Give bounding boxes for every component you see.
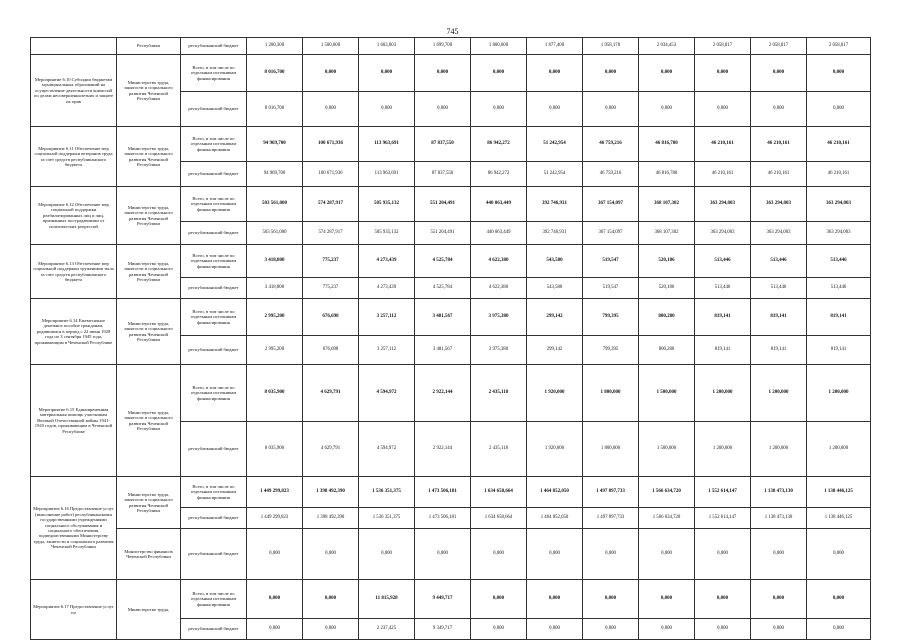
executor-cell: Министерство финансов Чеченской Республики [117, 529, 181, 580]
total-value-cell: 0,000 [415, 55, 471, 92]
executor-cell: Министерство труда, [117, 580, 181, 640]
republic-value-cell: 2 435,118 [471, 422, 527, 477]
total-value-cell: 4 629,791 [303, 365, 359, 422]
republic-value-cell: 0,000 [807, 529, 871, 580]
table-row [31, 365, 871, 422]
republic-value-cell: 520,186 [639, 278, 695, 299]
total-value-cell: 574 287,917 [303, 187, 359, 222]
republic-value-cell: 363 294,003 [807, 222, 871, 245]
total-value-cell: 543,580 [527, 245, 583, 278]
total-value-cell: 46 759,216 [583, 127, 639, 162]
republic-value-cell: 2 237,425 [359, 619, 415, 640]
source-republic-cell: республиканский бюджет [181, 508, 247, 529]
executor-cell: Министерство труда, занятости и социального развития Чеченской Республики [117, 299, 181, 365]
executor-cell: Министерство труда, занятости и социального развития Чеченской Республики [117, 127, 181, 187]
total-value-cell: 4 273,439 [359, 245, 415, 278]
executor-cell: Министерство труда, занятости и социального развития Чеченской Республики [117, 55, 181, 127]
total-value-cell: 4 525,784 [415, 245, 471, 278]
republic-value-cell: 513,446 [807, 278, 871, 299]
value-cell: 2 034,453 [639, 38, 695, 55]
total-value-cell: 299,142 [527, 299, 583, 336]
total-value-cell: 363 294,003 [695, 187, 751, 222]
total-value-cell: 2 922,144 [415, 365, 471, 422]
republic-value-cell: 1 497 897,733 [583, 508, 639, 529]
republic-value-cell: 0,000 [695, 619, 751, 640]
total-value-cell: 799,395 [583, 299, 639, 336]
total-value-cell: 1 920,000 [527, 365, 583, 422]
republic-value-cell: 100 671,936 [303, 162, 359, 187]
source-total-cell: Всего, в том числе по отдельным источникам финансирования [181, 245, 247, 278]
republic-value-cell: 819,141 [807, 336, 871, 365]
total-value-cell: 505 935,132 [359, 187, 415, 222]
republic-value-cell: 0,000 [359, 529, 415, 580]
republic-value-cell: 46 210,161 [751, 162, 807, 187]
budget-table [30, 37, 871, 640]
republic-value-cell: 3 975,380 [471, 336, 527, 365]
source-total-cell: Всего, в том числе по отдельным источникам финансирования [181, 365, 247, 422]
republic-value-cell: 0,000 [751, 529, 807, 580]
republic-value-cell: 9 349,717 [415, 619, 471, 640]
republic-value-cell: 0,000 [583, 92, 639, 127]
table-row [31, 127, 871, 162]
republic-value-cell: 0,000 [415, 92, 471, 127]
republic-value-cell: 113 963,691 [359, 162, 415, 187]
executor-cell: Министерство труда, занятости и социального развития Чеченской Республики [117, 187, 181, 245]
total-value-cell: 0,000 [471, 580, 527, 619]
total-value-cell: 1 200,000 [695, 365, 751, 422]
measure-name-cell: Мероприятие 6.12 Обеспечение мер социальной поддержки реабилитированных лиц и лиц, признанных пострадавшими от политических репрессий [31, 187, 117, 245]
republic-value-cell: 0,000 [695, 92, 751, 127]
total-value-cell: 113 963,691 [359, 127, 415, 162]
value-cell: 1 958,178 [583, 38, 639, 55]
republic-value-cell: 0,000 [303, 619, 359, 640]
source-total-cell: Всего, в том числе по отдельным источникам финансирования [181, 580, 247, 619]
total-value-cell: 0,000 [303, 580, 359, 619]
republic-value-cell: 1 536 351,375 [359, 508, 415, 529]
republic-value-cell: 299,142 [527, 336, 583, 365]
total-value-cell: 46 210,161 [751, 127, 807, 162]
total-value-cell: 0,000 [807, 580, 871, 619]
republic-value-cell: 8 016,700 [247, 92, 303, 127]
total-value-cell: 1 500,000 [639, 365, 695, 422]
republic-value-cell: 503 561,000 [247, 222, 303, 245]
source-republic-cell: республиканский бюджет [181, 92, 247, 127]
republic-value-cell: 4 525,784 [415, 278, 471, 299]
republic-value-cell: 3 481,567 [415, 336, 471, 365]
republic-value-cell: 0,000 [639, 529, 695, 580]
total-value-cell: 368 107,302 [639, 187, 695, 222]
total-value-cell: 46 816,780 [639, 127, 695, 162]
total-value-cell: 9 449,717 [415, 580, 471, 619]
republic-value-cell: 0,000 [527, 619, 583, 640]
measure-name-cell: Мероприятие 6.14 Ежемесячное денежное пособие гражданам, родившимся в период с 22 июня 1928 года по 3 сентября 1945 года, проживающим в Чеченской Республике [31, 299, 117, 365]
total-value-cell: 0,000 [751, 580, 807, 619]
measure-name-cell: Мероприятие 6.13 Обеспечение мер социальной поддержки тружеников тыла за счет средств республиканского бюджета [31, 245, 117, 299]
total-value-cell: 0,000 [639, 55, 695, 92]
republic-value-cell: 3 257,112 [359, 336, 415, 365]
republic-value-cell: 0,000 [639, 92, 695, 127]
total-value-cell: 100 671,936 [303, 127, 359, 162]
republic-value-cell: 543,580 [527, 278, 583, 299]
republic-value-cell: 0,000 [695, 529, 751, 580]
total-value-cell: 0,000 [527, 580, 583, 619]
republic-value-cell: 1 138 473,130 [751, 508, 807, 529]
value-cell: 1 699,700 [415, 38, 471, 55]
page-number: 745 [446, 27, 459, 36]
total-value-cell: 1 398 492,390 [303, 477, 359, 508]
total-value-cell: 520,186 [639, 245, 695, 278]
republic-value-cell: 46 816,780 [639, 162, 695, 187]
republic-value-cell: 1 920,000 [527, 422, 583, 477]
republic-value-cell: 1 464 852,050 [527, 508, 583, 529]
total-value-cell: 3 418,800 [247, 245, 303, 278]
total-value-cell: 1 634 658,664 [471, 477, 527, 508]
total-value-cell: 1 552 614,147 [695, 477, 751, 508]
total-value-cell: 1 464 852,050 [527, 477, 583, 508]
measure-name-cell: Мероприятие 6.10 Субсидии бюджетам муниципальных образований на осуществление деятельности комиссий по делам несовершеннолетних и защите их прав [31, 55, 117, 127]
republic-value-cell: 363 294,003 [751, 222, 807, 245]
source-total-cell: Всего, в том числе по отдельным источникам финансирования [181, 187, 247, 222]
republic-value-cell: 1 800,000 [583, 422, 639, 477]
total-value-cell: 1 138 446,125 [807, 477, 871, 508]
total-value-cell: 0,000 [583, 55, 639, 92]
republic-value-cell: 0,000 [471, 619, 527, 640]
total-value-cell: 0,000 [695, 55, 751, 92]
source-total-cell: Всего, в том числе по отдельным источникам финансирования [181, 127, 247, 162]
table-row [31, 580, 871, 619]
table-row [31, 477, 871, 508]
total-value-cell: 513,446 [807, 245, 871, 278]
total-value-cell: 3 257,112 [359, 299, 415, 336]
measure-name-cell [31, 38, 117, 55]
source-republic-cell: республиканский бюджет [181, 336, 247, 365]
total-value-cell: 819,141 [807, 299, 871, 336]
total-value-cell: 363 294,003 [751, 187, 807, 222]
republic-value-cell: 0,000 [807, 619, 871, 640]
total-value-cell: 440 063,449 [471, 187, 527, 222]
republic-value-cell: 0,000 [807, 92, 871, 127]
value-cell: 1 500,000 [303, 38, 359, 55]
executor-cell: Республики [117, 38, 181, 55]
republic-value-cell: 4 273,439 [359, 278, 415, 299]
total-value-cell: 819,141 [695, 299, 751, 336]
executor-cell: Министерство труда, занятости и социального развития Чеченской Республики [117, 245, 181, 299]
republic-value-cell: 2 995,200 [247, 336, 303, 365]
total-value-cell: 503 561,000 [247, 187, 303, 222]
total-value-cell: 3 481,567 [415, 299, 471, 336]
total-value-cell: 1 800,000 [583, 365, 639, 422]
total-value-cell: 0,000 [527, 55, 583, 92]
total-value-cell: 46 210,161 [695, 127, 751, 162]
total-value-cell: 86 942,272 [471, 127, 527, 162]
republic-value-cell: 4 629,791 [303, 422, 359, 477]
republic-value-cell: 0,000 [751, 619, 807, 640]
republic-value-cell: 1 138 446,125 [807, 508, 871, 529]
republic-value-cell: 676,698 [303, 336, 359, 365]
total-value-cell: 676,698 [303, 299, 359, 336]
republic-value-cell: 0,000 [471, 529, 527, 580]
republic-value-cell: 1 473 506,181 [415, 508, 471, 529]
total-value-cell: 392 746,931 [527, 187, 583, 222]
republic-value-cell: 513,446 [695, 278, 751, 299]
republic-value-cell: 2 922,144 [415, 422, 471, 477]
republic-value-cell: 51 242,954 [527, 162, 583, 187]
total-value-cell: 4 622,380 [471, 245, 527, 278]
republic-value-cell: 1 634 658,664 [471, 508, 527, 529]
total-value-cell: 513,446 [751, 245, 807, 278]
total-value-cell: 0,000 [807, 55, 871, 92]
table-row [31, 55, 871, 92]
republic-value-cell: 819,141 [751, 336, 807, 365]
value-cell: 2 058,817 [751, 38, 807, 55]
total-value-cell: 800,280 [639, 299, 695, 336]
source-total-cell: Всего, в том числе по отдельным источникам финансирования [181, 477, 247, 508]
total-value-cell: 367 154,097 [583, 187, 639, 222]
total-value-cell: 1 497 897,733 [583, 477, 639, 508]
source-republic-cell: республиканский бюджет [181, 529, 247, 580]
source-republic-cell: республиканский бюджет [181, 222, 247, 245]
total-value-cell: 551 204,491 [415, 187, 471, 222]
total-value-cell: 8 035,900 [247, 365, 303, 422]
table-row [31, 38, 871, 55]
value-cell: 1 603,003 [359, 38, 415, 55]
value-cell: 2 058,817 [807, 38, 871, 55]
republic-value-cell: 0,000 [527, 92, 583, 127]
republic-value-cell: 1 500,000 [639, 422, 695, 477]
republic-value-cell: 1 200,000 [751, 422, 807, 477]
total-value-cell: 2 995,200 [247, 299, 303, 336]
republic-value-cell: 1 566 634,720 [639, 508, 695, 529]
total-value-cell: 51 242,954 [527, 127, 583, 162]
source-republic-cell: республиканский бюджет [181, 162, 247, 187]
republic-value-cell: 0,000 [247, 619, 303, 640]
republic-value-cell: 0,000 [527, 529, 583, 580]
republic-value-cell: 46 759,216 [583, 162, 639, 187]
republic-value-cell: 440 063,449 [471, 222, 527, 245]
republic-value-cell: 574 287,917 [303, 222, 359, 245]
measure-name-cell: Мероприятие 6.11 Обеспечение мер социальной поддержки ветеранов труда за счет средств республиканского бюджета [31, 127, 117, 187]
source-total-cell: Всего, в том числе по отдельным источникам финансирования [181, 299, 247, 336]
republic-value-cell: 94 969,700 [247, 162, 303, 187]
value-cell: 1 200,300 [247, 38, 303, 55]
total-value-cell: 775,237 [303, 245, 359, 278]
total-value-cell: 0,000 [639, 580, 695, 619]
total-value-cell: 0,000 [247, 580, 303, 619]
total-value-cell: 3 975,380 [471, 299, 527, 336]
republic-value-cell: 4 622,380 [471, 278, 527, 299]
total-value-cell: 0,000 [359, 55, 415, 92]
republic-value-cell: 799,395 [583, 336, 639, 365]
republic-value-cell: 1 398 492,390 [303, 508, 359, 529]
source-total-cell: Всего, в том числе по отдельным источникам финансирования [181, 55, 247, 92]
total-value-cell: 4 594,972 [359, 365, 415, 422]
total-value-cell: 0,000 [751, 55, 807, 92]
total-value-cell: 11 815,928 [359, 580, 415, 619]
total-value-cell: 46 210,161 [807, 127, 871, 162]
republic-value-cell: 46 210,161 [695, 162, 751, 187]
total-value-cell: 0,000 [583, 580, 639, 619]
republic-value-cell: 1 552 614,147 [695, 508, 751, 529]
republic-value-cell: 363 294,003 [695, 222, 751, 245]
total-value-cell: 1 566 634,720 [639, 477, 695, 508]
republic-value-cell: 1 200,000 [695, 422, 751, 477]
republic-value-cell: 513,446 [751, 278, 807, 299]
republic-value-cell: 0,000 [471, 92, 527, 127]
republic-value-cell: 0,000 [359, 92, 415, 127]
total-value-cell: 1 200,000 [751, 365, 807, 422]
republic-value-cell: 8 035,900 [247, 422, 303, 477]
table-row [31, 245, 871, 278]
total-value-cell: 1 449 299,823 [247, 477, 303, 508]
table-row [31, 299, 871, 336]
total-value-cell: 0,000 [471, 55, 527, 92]
source-cell: республиканский бюджет [181, 38, 247, 55]
measure-name-cell: Мероприятие 6.15 Единовременная материальная помощь участникам Великой Отечественной войны 1941-1945 годов, проживающим в Чеченской Республике [31, 365, 117, 477]
republic-value-cell: 46 210,161 [807, 162, 871, 187]
total-value-cell: 819,141 [751, 299, 807, 336]
total-value-cell: 363 294,003 [807, 187, 871, 222]
republic-value-cell: 4 594,972 [359, 422, 415, 477]
republic-value-cell: 367 154,097 [583, 222, 639, 245]
republic-value-cell: 1 449 299,823 [247, 508, 303, 529]
total-value-cell: 8 016,700 [247, 55, 303, 92]
republic-value-cell: 819,141 [695, 336, 751, 365]
table-row [31, 529, 871, 580]
total-value-cell: 1 138 473,130 [751, 477, 807, 508]
republic-value-cell: 775,237 [303, 278, 359, 299]
executor-cell: Министерство труда, занятости и социального развития Чеченской Республики [117, 365, 181, 477]
total-value-cell: 519,547 [583, 245, 639, 278]
republic-value-cell: 3 418,800 [247, 278, 303, 299]
republic-value-cell: 519,547 [583, 278, 639, 299]
republic-value-cell: 0,000 [583, 619, 639, 640]
source-republic-cell: республиканский бюджет [181, 422, 247, 477]
republic-value-cell: 368 107,302 [639, 222, 695, 245]
republic-value-cell: 86 942,272 [471, 162, 527, 187]
total-value-cell: 513,446 [695, 245, 751, 278]
republic-value-cell: 0,000 [751, 92, 807, 127]
republic-value-cell: 0,000 [303, 92, 359, 127]
value-cell: 1 800,000 [471, 38, 527, 55]
source-republic-cell: республиканский бюджет [181, 278, 247, 299]
republic-value-cell: 551 204,491 [415, 222, 471, 245]
total-value-cell: 1 473 506,181 [415, 477, 471, 508]
republic-value-cell: 1 200,000 [807, 422, 871, 477]
total-value-cell: 2 435,118 [471, 365, 527, 422]
measure-name-cell: Мероприятие 6.16 Предоставление услуг (выполнение работ) республиканскими государственными учреждениями социального обслуживания и социального обеспечения, подведомственными Министерству труда, занятости и социального развития Чеченской Республики [31, 477, 117, 580]
total-value-cell: 1 200,000 [807, 365, 871, 422]
table-row [31, 187, 871, 222]
republic-value-cell: 87 837,550 [415, 162, 471, 187]
total-value-cell: 94 969,700 [247, 127, 303, 162]
republic-value-cell: 0,000 [583, 529, 639, 580]
measure-name-cell: Мероприятие 6.17 Предоставление услуг по [31, 580, 117, 640]
total-value-cell: 0,000 [303, 55, 359, 92]
executor-cell: Министерство труда, занятости и социального развития Чеченской Республики [117, 477, 181, 529]
republic-value-cell: 0,000 [639, 619, 695, 640]
republic-value-cell: 800,280 [639, 336, 695, 365]
total-value-cell: 0,000 [695, 580, 751, 619]
value-cell: 1 877,400 [527, 38, 583, 55]
republic-value-cell: 0,000 [247, 529, 303, 580]
total-value-cell: 1 536 351,375 [359, 477, 415, 508]
total-value-cell: 87 837,550 [415, 127, 471, 162]
republic-value-cell: 392 746,931 [527, 222, 583, 245]
republic-value-cell: 0,000 [303, 529, 359, 580]
republic-value-cell: 0,000 [415, 529, 471, 580]
value-cell: 2 058,817 [695, 38, 751, 55]
source-republic-cell: республиканский бюджет [181, 619, 247, 640]
republic-value-cell: 505 935,132 [359, 222, 415, 245]
